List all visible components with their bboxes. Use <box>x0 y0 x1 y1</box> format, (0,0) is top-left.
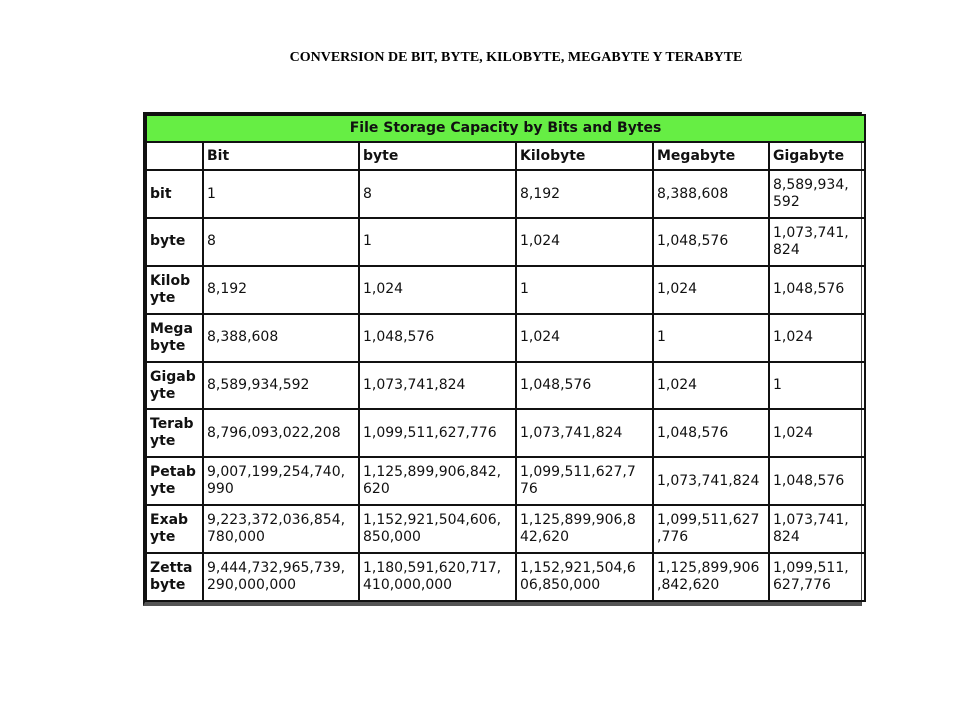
table-cell: 1,073,741, 824 <box>769 505 865 553</box>
table-cell: 1,073,741, 824 <box>769 218 865 266</box>
table-cell: 1,152,921,504,6 06,850,000 <box>516 553 653 601</box>
storage-table-frame <box>143 112 862 606</box>
table-cell: 1,024 <box>359 266 516 314</box>
table-cell: 9,007,199,254,740, 990 <box>203 457 359 505</box>
table-cell: 8,589,934, 592 <box>769 170 865 218</box>
table-row <box>146 553 865 601</box>
row-header: Petab yte <box>146 457 203 505</box>
page-title: CONVERSION DE BIT, BYTE, KILOBYTE, MEGABYTE Y TERABYTE <box>289 50 743 65</box>
table-cell: 1 <box>516 266 653 314</box>
table-cell: 8 <box>203 218 359 266</box>
table-cell: 1,024 <box>653 266 769 314</box>
table-cell: 1,125,899,906,8 42,620 <box>516 505 653 553</box>
table-cell: 1,125,899,906,842, 620 <box>359 457 516 505</box>
table-cell: 1,152,921,504,606, 850,000 <box>359 505 516 553</box>
table-cell: 8,388,608 <box>203 314 359 362</box>
table-row <box>146 457 865 505</box>
table-cell: 1 <box>653 314 769 362</box>
table-cell: 1,099,511,627,776 <box>359 409 516 457</box>
table-row <box>146 505 865 553</box>
table-cell: 1,099,511,627 ,776 <box>653 505 769 553</box>
table-title: File Storage Capacity by Bits and Bytes <box>146 115 865 142</box>
table-cell: 1,024 <box>653 362 769 410</box>
table-cell: 1,099,511,627,7 76 <box>516 457 653 505</box>
table-cell: 8,589,934,592 <box>203 362 359 410</box>
table-cell: 1,024 <box>516 218 653 266</box>
row-header: bit <box>146 170 203 218</box>
table-cell: 1,073,741,824 <box>359 362 516 410</box>
table-cell: 1,048,576 <box>769 457 865 505</box>
table-cell: 1 <box>359 218 516 266</box>
table-cell: 8,796,093,022,208 <box>203 409 359 457</box>
column-header: Bit <box>203 142 359 170</box>
column-header: Gigabyte <box>769 142 865 170</box>
corner-cell <box>146 142 203 170</box>
table-cell: 1,099,511, 627,776 <box>769 553 865 601</box>
table-cell: 1,024 <box>516 314 653 362</box>
table-cell: 8,388,608 <box>653 170 769 218</box>
column-header-row <box>146 142 865 170</box>
table-title-row <box>146 115 865 142</box>
row-header: Mega byte <box>146 314 203 362</box>
table-cell: 1,048,576 <box>653 409 769 457</box>
table-cell: 1,024 <box>769 314 865 362</box>
table-row <box>146 218 865 266</box>
table-cell: 8,192 <box>203 266 359 314</box>
table-cell: 1 <box>769 362 865 410</box>
table-cell: 1,180,591,620,717, 410,000,000 <box>359 553 516 601</box>
table-row <box>146 409 865 457</box>
table-cell: 8 <box>359 170 516 218</box>
table-cell: 9,223,372,036,854, 780,000 <box>203 505 359 553</box>
table-cell: 1,073,741,824 <box>516 409 653 457</box>
table-cell: 1,024 <box>769 409 865 457</box>
table-row <box>146 266 865 314</box>
row-header: byte <box>146 218 203 266</box>
table-cell: 1,048,576 <box>653 218 769 266</box>
row-header: Zetta byte <box>146 553 203 601</box>
row-header: Exab yte <box>146 505 203 553</box>
table-cell: 1 <box>203 170 359 218</box>
table-cell: 1,073,741,824 <box>653 457 769 505</box>
column-header: Kilobyte <box>516 142 653 170</box>
table-cell: 1,048,576 <box>516 362 653 410</box>
table-cell: 1,125,899,906 ,842,620 <box>653 553 769 601</box>
column-header: byte <box>359 142 516 170</box>
table-cell: 8,192 <box>516 170 653 218</box>
row-header: Kilob yte <box>146 266 203 314</box>
storage-capacity-table <box>145 114 866 602</box>
row-header: Gigab yte <box>146 362 203 410</box>
table-row <box>146 362 865 410</box>
table-row <box>146 314 865 362</box>
table-cell: 1,048,576 <box>359 314 516 362</box>
column-header: Megabyte <box>653 142 769 170</box>
table-row <box>146 170 865 218</box>
table-cell: 9,444,732,965,739, 290,000,000 <box>203 553 359 601</box>
table-cell: 1,048,576 <box>769 266 865 314</box>
row-header: Terab yte <box>146 409 203 457</box>
